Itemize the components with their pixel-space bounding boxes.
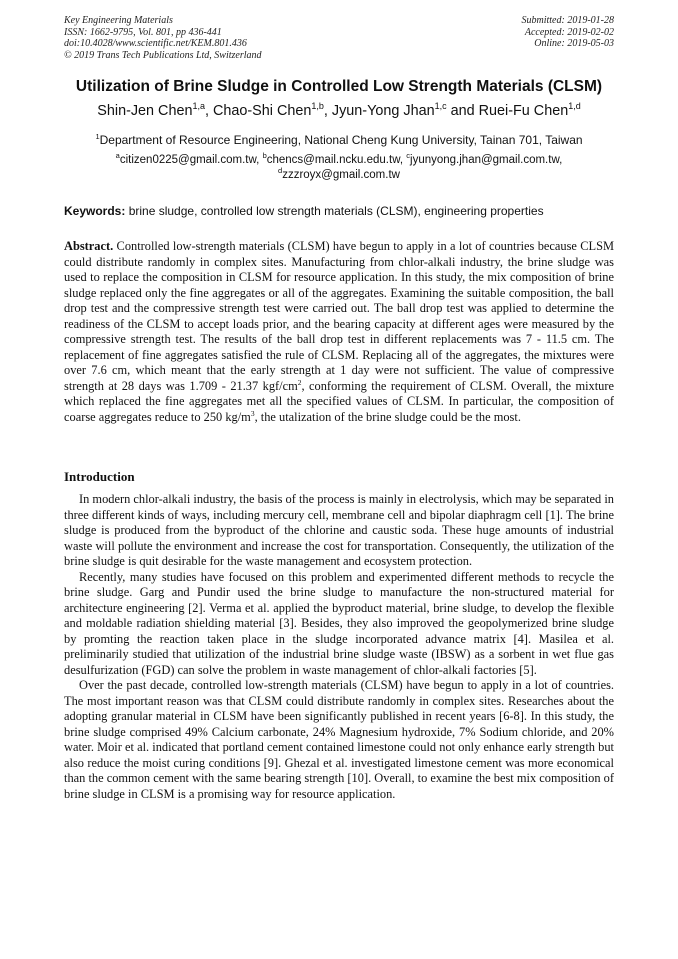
email-separator: , [559, 154, 563, 166]
author-affiliation-mark: 1,d [568, 101, 581, 111]
author-name: Jyun-Yong Jhan [331, 103, 435, 119]
author-affiliation-mark: 1,c [434, 101, 447, 111]
submitted-date: Submitted: 2019-01-28 [521, 15, 614, 26]
abstract-label: Abstract. [64, 239, 114, 253]
email-mark: a [115, 151, 120, 160]
journal-name: Key Engineering Materials [64, 15, 173, 26]
abstract-text: , conforming the requirement of CLSM. Overall, the mixture which replaced the fine aggregates met all the specified values of CLSM. In particular, the composition of coarse aggregates reduce to 250 kg/m [64, 378, 614, 424]
keywords [64, 204, 622, 219]
submission-dates [522, 15, 615, 50]
email-mark: d [278, 165, 283, 175]
online-date: Online: 2019-05-03 [534, 38, 614, 49]
affiliation-mark: 1 [95, 132, 100, 141]
email-address: citizen0225@gmail.com.tw [119, 154, 257, 166]
affiliation [30, 132, 648, 148]
section-heading: Introduction [64, 469, 135, 484]
author-emails [40, 153, 638, 182]
email-address: jyunyong.jhan@gmail.com.tw [410, 154, 560, 166]
paragraph: Over the past decade, controlled low-strength materials (CLSM) have begun to apply in a lot of countries. The most important reason was that CLSM could distribute randomly in complex sites. Researches about the adopting granular material in CLSM have been significantly published in recent years [6-8]. In this study, the brine sludge comprised 49% Calcium carbonate, 24% Magnesium hydroxide, 7% Sodium chloride, and 20% water. Moir et al. indicated that portland cement contained limestone could not only enhance early strength but also reduce the moist curing conditions [9]. Ghezal et al. investigated limestone cement was more economical than the common cement with the same bearing strength [10]. Overall, to examine the best mix composition of brine sludge in CLSM is a promising way for resource application. [64, 678, 614, 801]
abstract-superscript: 3 [250, 408, 255, 418]
author-separator: , [323, 103, 332, 119]
affiliation-text: Department of Resource Engineering, National Cheng Kung University, Tainan 701, Taiwan [99, 133, 583, 147]
email-separator: , [256, 154, 263, 166]
author-affiliation-mark: 1,b [311, 101, 324, 111]
abstract [64, 239, 614, 425]
paragraph: In modern chlor-alkali industry, the basis of the process is mainly in electrolysis, which may be separated in three different kinds of ways, including mercury cell, membrane cell and bipolar diaphragm cell [1]. The brine sludge is produced from the byproduct of the chlorine and caustic soda. These huge amounts of industrial waste will pollute the environment and increase the cost for transportation. Consequently, the utilization of the brine sludge is quit desirable for the waste management and ecosystem protection. [64, 492, 614, 568]
email-address: zzzroyx@gmail.com.tw [282, 168, 400, 181]
author-name: Ruei-Fu Chen [478, 103, 569, 119]
author-separator: and [446, 103, 479, 119]
abstract-text: , the utalization of the brine sludge could be the most. [254, 409, 521, 424]
paragraph: Recently, many studies have focused on this problem and experimented different methods to recycle the brine sludge. Garg and Pundir used the brine sludge to manufacture the non-structured material for architecture engineering [2]. Verma et al. applied the byproduct material, brine sludge, to develop the flexible and moldable radiation shielding material [3]. Besides, they also improved the geopolymerized brine sludge by promting the reaction taken place in the sludge incorporated advance matrix [4]. Masilea et al. preliminarily studied that utilization of the industrial brine sludge waste (IBSW) as a sorbent in wet flue gas desulfurization (FGD) can solve the problem in waste management of chlor-alkali factories [5]. [64, 569, 614, 677]
author-separator: , [204, 103, 213, 119]
introduction-body [64, 492, 614, 802]
author-list [30, 101, 648, 121]
email-mark: c [406, 151, 411, 160]
keywords-text: brine sludge, controlled low strength materials (CLSM), engineering properties [125, 204, 544, 218]
author-name: Chao-Shi Chen [212, 103, 312, 119]
email-mark: b [262, 151, 267, 160]
doi-line: doi:10.4028/www.scientific.net/KEM.801.436 [64, 38, 247, 49]
abstract-superscript: 2 [297, 377, 302, 387]
author-affiliation-mark: 1,a [192, 101, 205, 111]
author-name: Shin-Jen Chen [97, 103, 193, 119]
keywords-label: Keywords: [64, 204, 126, 218]
issn-line: ISSN: 1662-9795, Vol. 801, pp 436-441 [64, 26, 222, 38]
journal-info [64, 15, 262, 61]
email-separator: , [399, 154, 407, 166]
email-address: chencs@mail.ncku.edu.tw [266, 154, 400, 166]
accepted-date: Accepted: 2019-02-02 [524, 26, 614, 38]
paper-title: Utilization of Brine Sludge in Controlled Low Strength Materials (CLSM) [75, 78, 603, 95]
copyright-line: © 2019 Trans Tech Publications Ltd, Switzerland [64, 49, 262, 61]
abstract-text: Controlled low-strength materials (CLSM) have begun to apply in a lot of countries because CLSM could distribute randomly in complex sites. Manufacturing from chlor-alkali industry, the brine sludge was used to replace the composition in CLSM for resource application. In this study, the mix composition of brine sludge replaced only the fine aggregates or all of the aggregates. Examining the suitable composition, the ball drop test and the compressive strength test were carried out. The ball drop test was applied to determine the readiness of the CLSM to accept loads prior, and the bearing capacity at different ages were measured by the compressive strength test. The results of the ball drop test in different replacements was 7 - 11.5 cm. The replacement of fine aggregates satisfied the rule of CLSM. Replacing all of the aggregates, the mixtures were over 7.6 cm, which meant that the early strength at 1 day were not sufficient. The value of compressive strength at 28 days was 1.709 - 21.37 kgf/cm [64, 239, 614, 393]
